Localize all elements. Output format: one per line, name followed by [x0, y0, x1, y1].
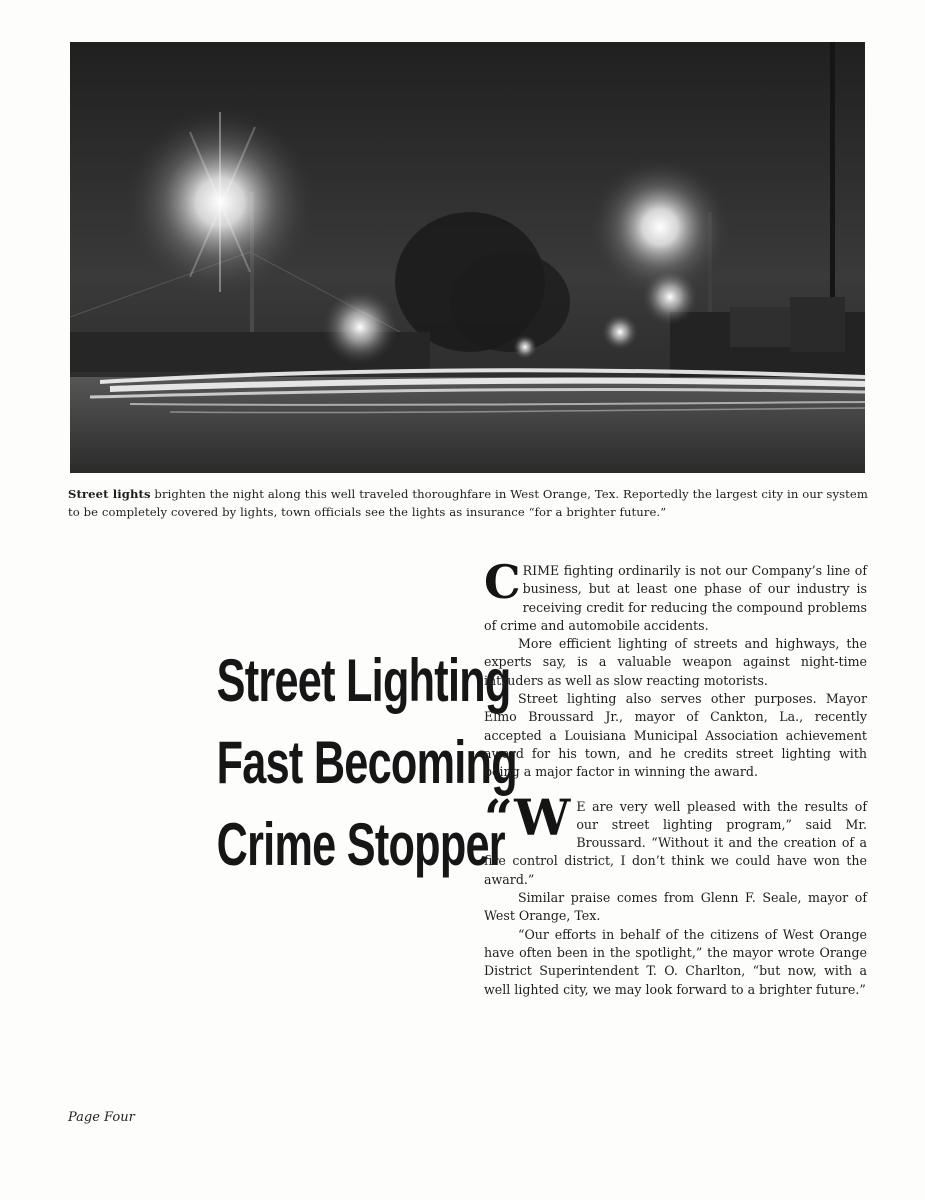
paragraph-1-text: fighting ordinarily is not our Company’s line of business, but at least one phase of our industry is receiving credit for reducing the compound problems of crime and automobile accidents.: [484, 563, 867, 633]
headline-line-3: Crime Stopper: [216, 811, 505, 878]
article-paragraph-3: Street lighting also serves other purposes. Mayor Elmo Broussard Jr., mayor of Cankton, La., recently accepted a Louisiana Municipal Association achievement award for his town, and he credits street lighting with being a major factor in winning the award.: [484, 691, 867, 780]
night-street-photo-icon: [70, 42, 865, 473]
article-paragraph-4: [484, 787, 867, 889]
drop-cap-w: “W: [484, 787, 571, 847]
page-number: Page Four: [68, 1110, 135, 1125]
paragraph-1-caps: RIME: [522, 563, 560, 578]
article-headline: [120, 640, 517, 886]
paragraph-4-text: are very well pleased with the results of our street lighting program,” said Mr. Broussard. “Without it and the creation of a fire control district, I don’t think we could have won the award.”: [484, 798, 867, 887]
article-body: [484, 555, 867, 999]
headline-line-1: Street Lighting: [216, 647, 511, 714]
paragraph-4-caps: E: [576, 798, 586, 814]
article-paragraph-6: “Our efforts in behalf of the citizens of West Orange have often been in the spotlight,” the mayor wrote Orange District Superintendent T. O. Charlton, “but now, with a well lighted city, we may look forward to a brighter future.”: [484, 926, 867, 997]
street-lights-photo: [70, 42, 865, 473]
article-paragraph-2: More efficient lighting of streets and highways, the experts say, is a valuable weapon against night-time intruders as well as slow reacting motorists.: [484, 636, 867, 688]
article-paragraph-5: Similar praise comes from Glenn F. Seale, mayor of West Orange, Tex.: [484, 890, 867, 924]
caption-lead: Street lights: [68, 487, 151, 501]
photo-caption: [68, 485, 868, 521]
headline-line-2: Fast Becoming: [216, 729, 517, 796]
drop-cap-c: C: [484, 555, 521, 609]
article-paragraph-1: [484, 555, 867, 635]
caption-text: brighten the night along this well traveled thoroughfare in West Orange, Tex. Reportedly the largest city in our system to be completely covered by lights, town officials see the lights as insurance “for a brighter future.”: [68, 487, 868, 519]
